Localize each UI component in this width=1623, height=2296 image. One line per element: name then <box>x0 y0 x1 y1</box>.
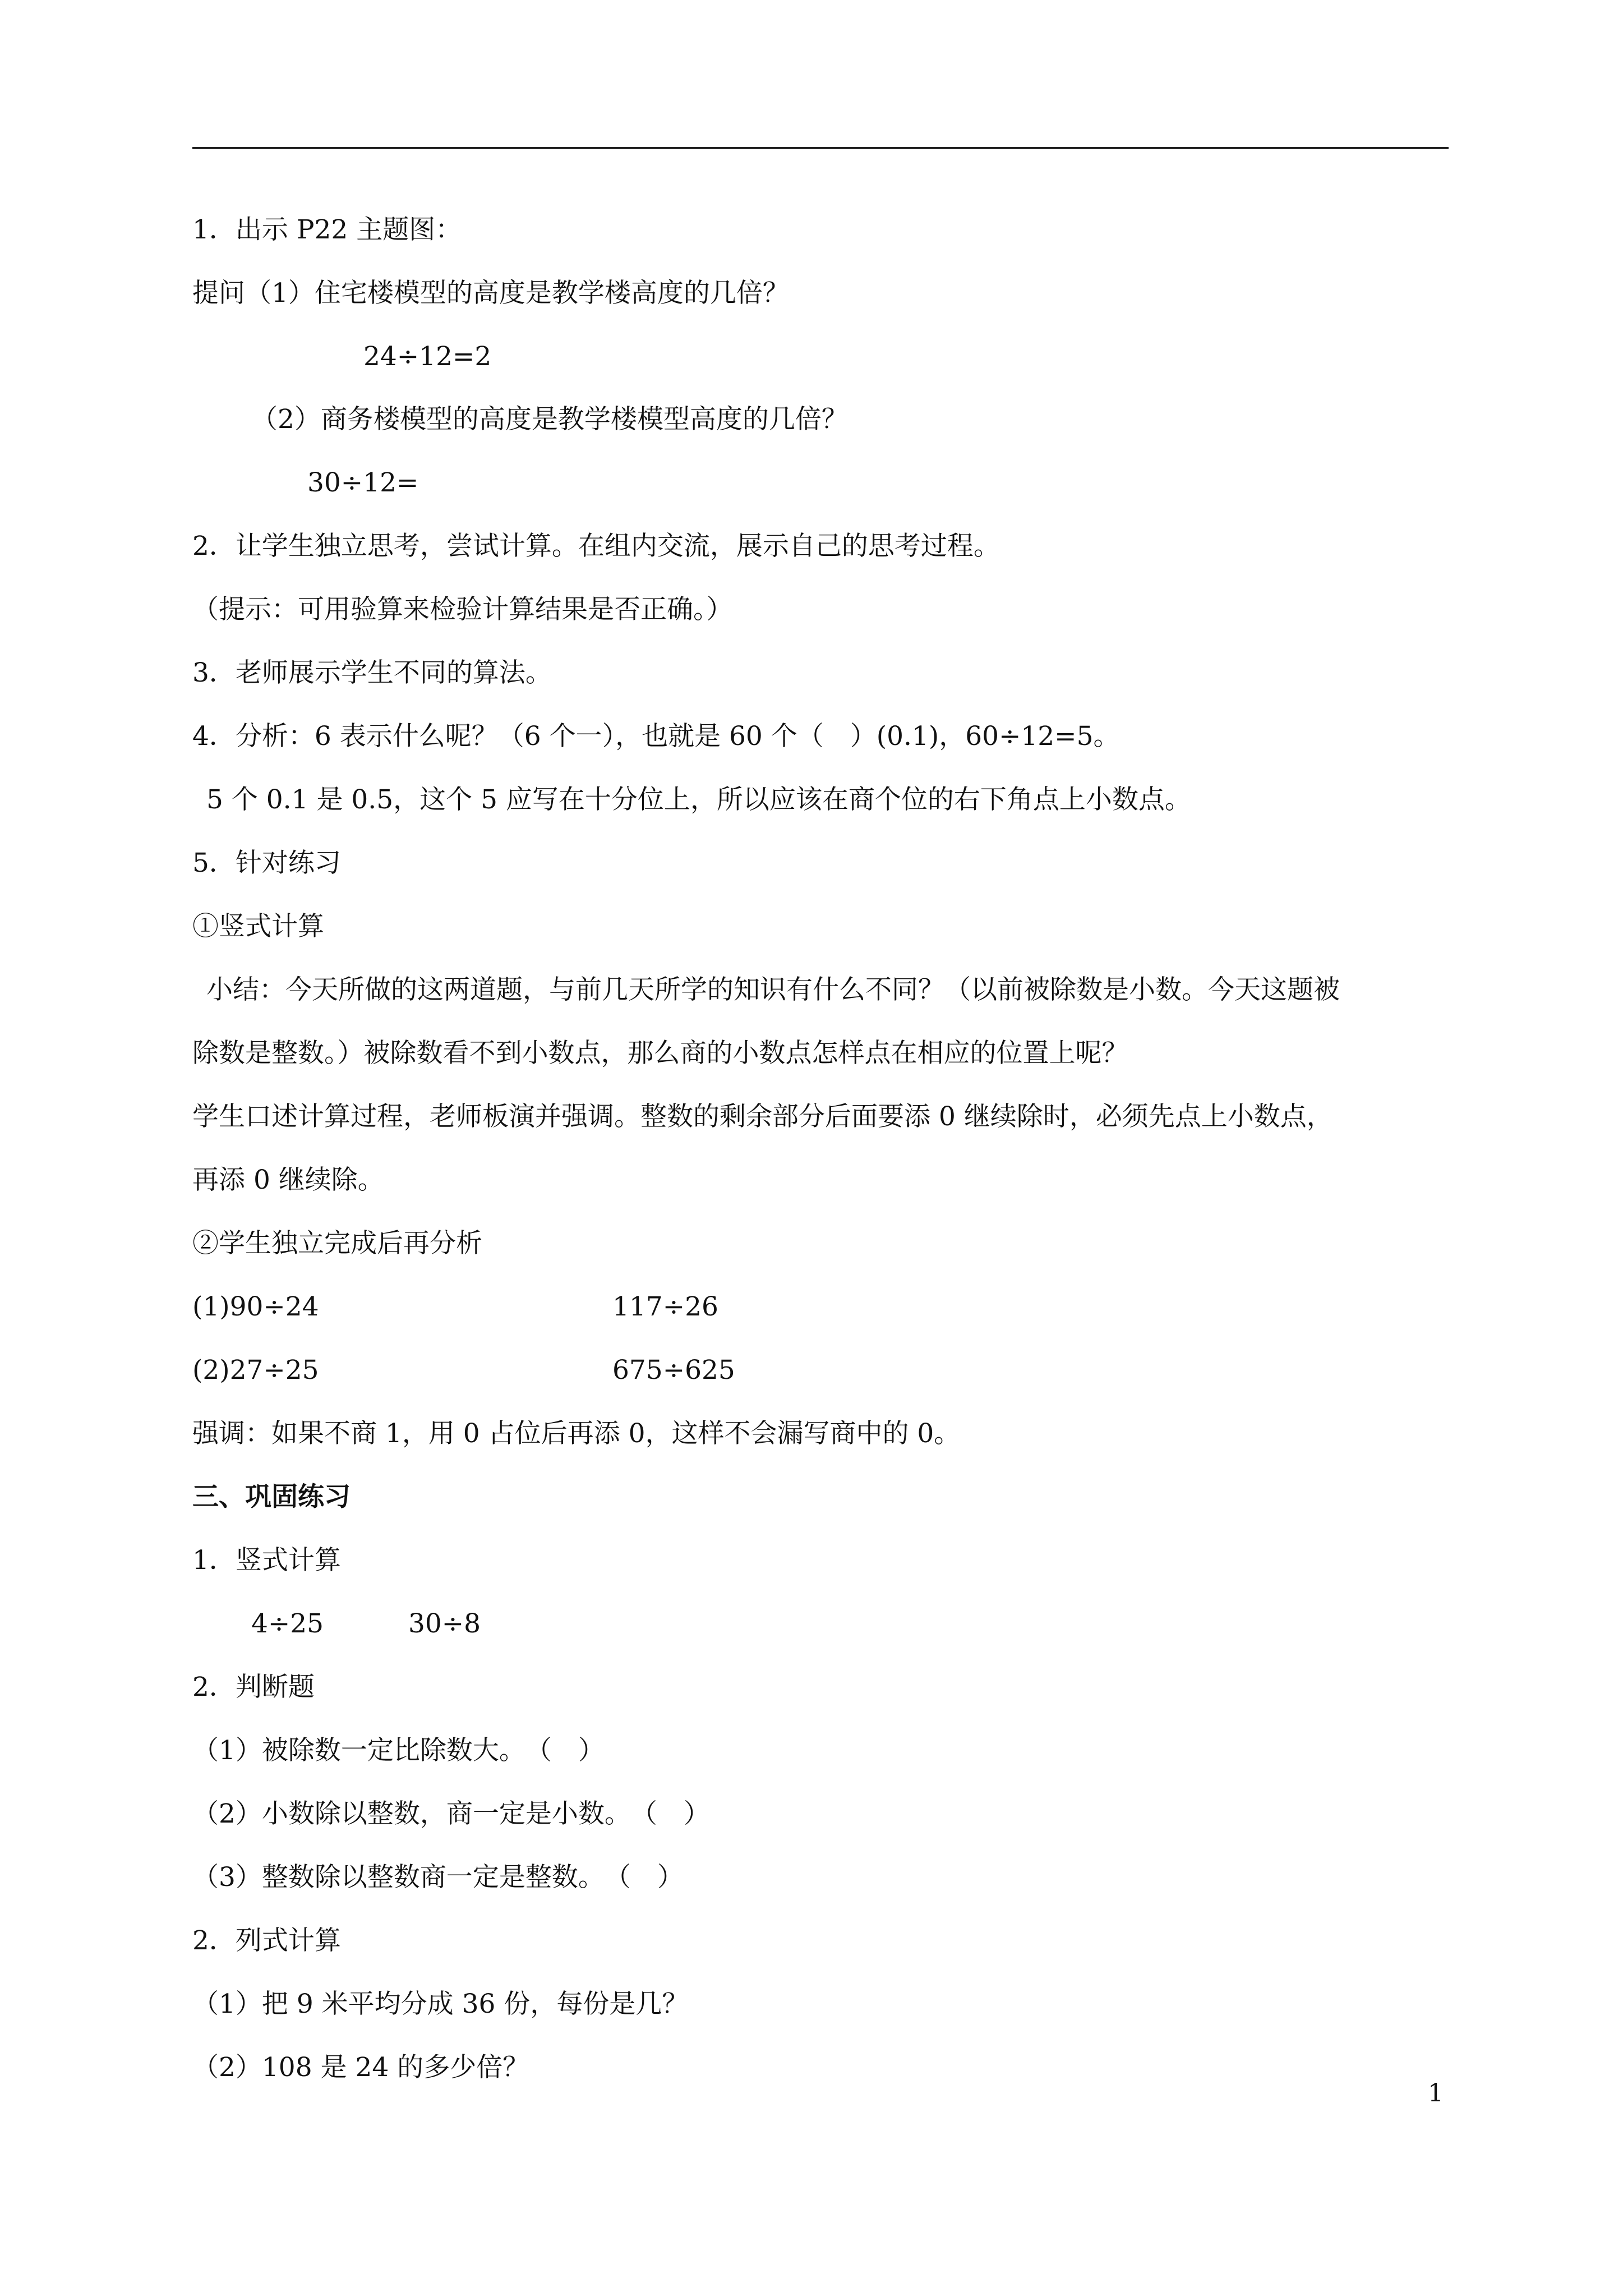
exercise-item: 30÷8 <box>408 1608 481 1639</box>
text-line: 1．竖式计算 <box>192 1545 341 1576</box>
header-rule <box>192 147 1449 149</box>
exercise-item: 117÷26 <box>612 1291 718 1322</box>
exercise-item: 4÷25 <box>251 1608 324 1639</box>
text-line: 2．判断题 <box>192 1672 315 1703</box>
text-line: （2）108 是 24 的多少倍？ <box>192 2052 529 2083</box>
text-line: 学生口述计算过程，老师板演并强调。整数的剩余部分后面要添 0 继续除时，必须先点上小数点， <box>192 1101 1333 1132</box>
text-line: 3．老师展示学生不同的算法。 <box>192 657 552 688</box>
text-line: 2．让学生独立思考，尝试计算。在组内交流，展示自己的思考过程。 <box>192 531 1000 562</box>
text-line: 5 个 0.1 是 0.5，这个 5 应写在十分位上，所以应该在商个位的右下角点上小数点。 <box>206 784 1191 815</box>
text-line: （1）被除数一定比除数大。 （ ） <box>192 1735 605 1766</box>
exercise-item: (2)27÷25 <box>192 1355 319 1386</box>
text-line: 强调：如果不商 1，用 0 占位后再添 0，这样不会漏写商中的 0。 <box>192 1418 961 1449</box>
text-line: 除数是整数。）被除数看不到小数点，那么商的小数点怎样点在相应的位置上呢？ <box>192 1038 1128 1069</box>
text-line: 再添 0 继续除。 <box>192 1165 384 1195</box>
text-line: 小结：今天所做的这两道题，与前几天所学的知识有什么不同？（以前被除数是小数。今天这题被 <box>206 974 1340 1005</box>
text-line: （3）整数除以整数商一定是整数。 （ ） <box>192 1862 684 1893</box>
text-line: ②学生独立完成后再分析 <box>192 1228 482 1259</box>
equation-line: 24÷12=2 <box>363 341 492 372</box>
section-heading: 三、巩固练习 <box>192 1481 351 1512</box>
text-line: （1）把 9 米平均分成 36 份，每份是几？ <box>192 1989 689 2019</box>
text-line: 1．出示 P22 主题图： <box>192 214 462 245</box>
text-line: 4．分析：6 表示什么呢？（6 个一），也就是 60 个（ ）(0.1)，60÷12=5。 <box>192 721 1120 752</box>
text-line: （提示：可用验算来检验计算结果是否正确。） <box>192 594 733 625</box>
text-line: ①竖式计算 <box>192 911 324 942</box>
text-line: （2）商务楼模型的高度是教学楼模型高度的几倍？ <box>251 404 848 435</box>
exercise-item: 675÷625 <box>612 1355 735 1386</box>
equation-line: 30÷12= <box>307 467 419 498</box>
page-number: 1 <box>1428 2079 1444 2108</box>
text-line: （2）小数除以整数，商一定是小数。 （ ） <box>192 1798 710 1829</box>
exercise-item: (1)90÷24 <box>192 1291 319 1322</box>
text-line: 提问（1）住宅楼模型的高度是教学楼高度的几倍？ <box>192 278 789 309</box>
text-line: 2．列式计算 <box>192 1925 341 1956</box>
text-line: 5．针对练习 <box>192 848 341 878</box>
